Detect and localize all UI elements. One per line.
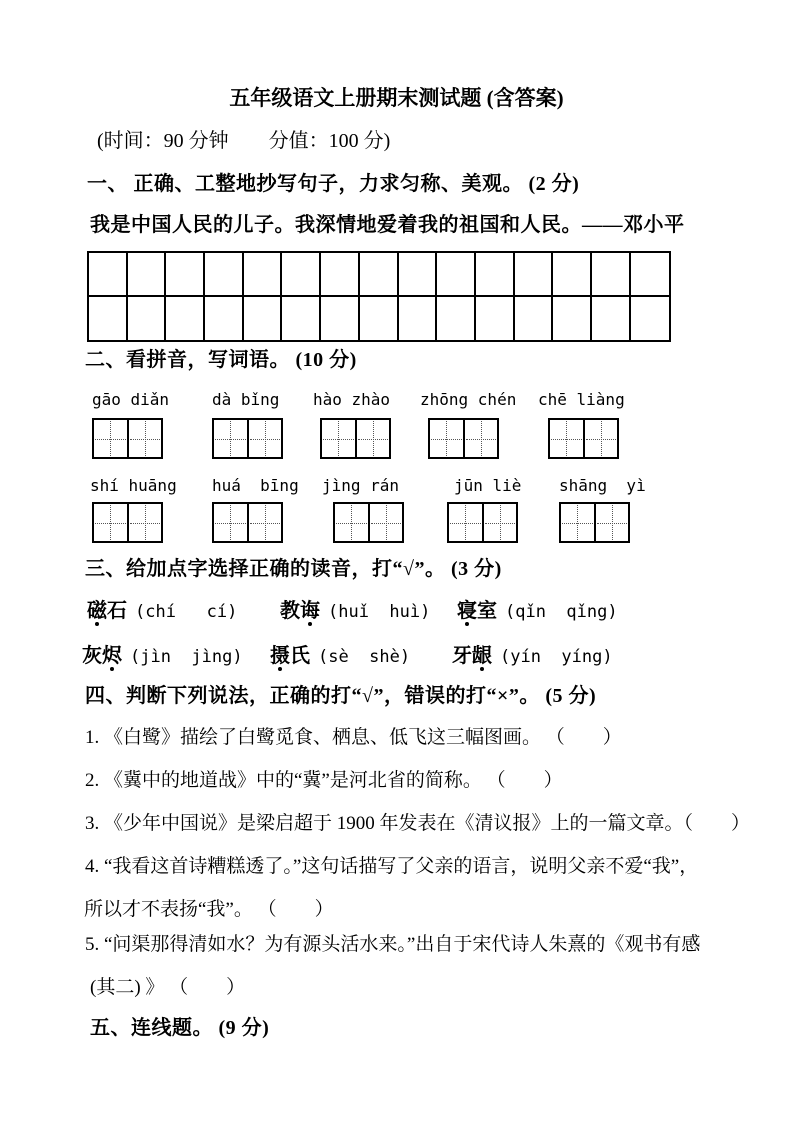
phonetic-item (82, 639, 243, 668)
tianzige-cell (430, 420, 463, 457)
pinyin-word: gāo diǎn (92, 390, 170, 409)
dotted-character: 烬 (102, 645, 122, 667)
copy-grid-cell (360, 253, 399, 297)
phonetic-item (457, 594, 618, 623)
pinyin-word: dà bǐng (212, 390, 280, 409)
copy-grid-cell (205, 253, 244, 297)
tianzige-cell (561, 504, 594, 541)
dotted-character: 诲 (300, 600, 320, 622)
phonetic-options: (sè shè) (318, 647, 411, 667)
copy-grid-cell (592, 253, 631, 297)
tianzige-cell (127, 504, 162, 541)
tianzige-cell (583, 420, 618, 457)
tianzige-cell (247, 504, 282, 541)
judgment-item-line: 所以才不表扬“我”。 （ ） (84, 899, 334, 920)
copy-grid-cell (553, 253, 592, 297)
word-part: 教 (280, 600, 300, 622)
copy-grid-cell (399, 297, 438, 341)
copy-grid-cell (360, 297, 399, 341)
copy-grid-cell (282, 253, 321, 297)
tianzige-cell (214, 420, 247, 457)
phonetic-word (280, 600, 320, 622)
copy-grid-cell (515, 253, 554, 297)
copy-grid-cell (205, 297, 244, 341)
phonetic-word (87, 600, 127, 622)
pinyin-writing-box (92, 502, 163, 543)
pinyin-writing-box (447, 502, 518, 543)
tianzige-cell (335, 504, 368, 541)
page-title: 五年级语文上册期末测试题 (含答案) (229, 86, 564, 110)
judgment-item-line: (其二) 》 （ ） (90, 977, 246, 998)
phonetic-word (457, 600, 497, 622)
phonetic-word (82, 645, 122, 667)
pinyin-writing-box (320, 418, 391, 459)
phonetic-item (270, 639, 410, 668)
pinyin-word: shí huāng (90, 476, 177, 495)
copy-grid-cell (89, 253, 128, 297)
pinyin-word: jìng rán (322, 476, 400, 495)
pinyin-word: hào zhào (313, 390, 391, 409)
pinyin-writing-box (92, 418, 163, 459)
copy-grid-cell (631, 297, 670, 341)
tianzige-cell (594, 504, 629, 541)
judgment-item-line: 2. 《冀中的地道战》中的“冀”是河北省的简称。 （ ） (85, 770, 563, 791)
pinyin-writing-box (548, 418, 619, 459)
copy-sentence: 我是中国人民的儿子。我深情地爱着我的祖国和人民。——邓小平 (90, 214, 685, 236)
phonetic-options: (chí cí) (135, 602, 238, 622)
judgment-item-line: 4. “我看这首诗糟糕透了。”这句话描写了父亲的语言，说明父亲不爱“我”， (85, 856, 699, 877)
copy-grid-cell (476, 297, 515, 341)
tianzige-cell (94, 504, 127, 541)
copy-grid-cell (476, 253, 515, 297)
pinyin-writing-box (428, 418, 499, 459)
tianzige-cell (127, 420, 162, 457)
copy-grid-cell (128, 253, 167, 297)
copy-grid-cell (89, 297, 128, 341)
copy-grid-cell (321, 297, 360, 341)
pinyin-word: chē liàng (538, 390, 625, 409)
tianzige-cell (355, 420, 390, 457)
pinyin-writing-box (212, 502, 283, 543)
phonetic-options: (jìn jìng) (130, 647, 243, 667)
judgment-item-line: 5. “问渠那得清如水？为有源头活水来。”出自于宋代诗人朱熹的《观书有感 (85, 934, 701, 955)
section-2-heading: 二、看拼音，写词语。 (10 分) (85, 349, 357, 371)
phonetic-word (452, 645, 492, 667)
word-part: 室 (477, 600, 497, 622)
section-5-heading: 五、连线题。 (9 分) (90, 1017, 270, 1039)
copy-grid-cell (282, 297, 321, 341)
copy-grid-cell (399, 253, 438, 297)
copy-grid-cell (437, 297, 476, 341)
phonetic-options: (huǐ huì) (328, 602, 431, 622)
copy-grid-cell (553, 297, 592, 341)
phonetic-item (87, 594, 237, 623)
pinyin-word: shāng yì (559, 476, 646, 495)
dotted-character: 寝 (457, 600, 477, 622)
tianzige-cell (449, 504, 482, 541)
phonetic-item (452, 639, 613, 668)
tianzige-cell (463, 420, 498, 457)
pinyin-writing-box (333, 502, 404, 543)
pinyin-word: zhōng chén (420, 390, 517, 409)
word-part: 石 (107, 600, 127, 622)
phonetic-item (280, 594, 430, 623)
section-3-heading: 三、给加点字选择正确的读音，打“√”。 (3 分) (85, 558, 502, 580)
section-4-heading: 四、判断下列说法，正确的打“√”，错误的打“×”。 (5 分) (85, 685, 597, 707)
copy-grid-cell (244, 253, 283, 297)
pinyin-writing-box (212, 418, 283, 459)
phonetic-word (270, 645, 310, 667)
phonetic-options: (yín yíng) (500, 647, 613, 667)
copy-grid-cell (321, 253, 360, 297)
copy-grid-cell (166, 297, 205, 341)
tianzige-cell (214, 504, 247, 541)
copy-grid (87, 251, 671, 342)
phonetic-options: (qǐn qǐng) (505, 602, 618, 622)
judgment-item-line: 1. 《白鹭》描绘了白鹭觅食、栖息、低飞这三幅图画。 （ ） (85, 727, 622, 748)
dotted-character: 磁 (87, 600, 107, 622)
pinyin-writing-box (559, 502, 630, 543)
pinyin-word: jūn liè (454, 476, 522, 495)
copy-grid-cell (515, 297, 554, 341)
tianzige-cell (368, 504, 403, 541)
dotted-character: 摄 (270, 645, 290, 667)
copy-grid-cell (437, 253, 476, 297)
tianzige-cell (94, 420, 127, 457)
tianzige-cell (550, 420, 583, 457)
tianzige-cell (482, 504, 517, 541)
pinyin-word: huá bīng (212, 476, 299, 495)
time-score-line: (时间：90 分钟 分值：100 分) (97, 130, 391, 152)
dotted-character: 龈 (472, 645, 492, 667)
word-part: 牙 (452, 645, 472, 667)
copy-grid-cell (592, 297, 631, 341)
copy-grid-cell (244, 297, 283, 341)
tianzige-cell (322, 420, 355, 457)
word-part: 灰 (82, 645, 102, 667)
section-1-heading: 一、 正确、工整地抄写句子，力求匀称、美观。 (2 分) (87, 173, 580, 195)
word-part: 氏 (290, 645, 310, 667)
judgment-item-line: 3. 《少年中国说》是梁启超于 1900 年发表在《清议报》上的一篇文章。（ ） (85, 813, 751, 834)
tianzige-cell (247, 420, 282, 457)
copy-grid-cell (631, 253, 670, 297)
copy-grid-cell (166, 253, 205, 297)
copy-grid-cell (128, 297, 167, 341)
